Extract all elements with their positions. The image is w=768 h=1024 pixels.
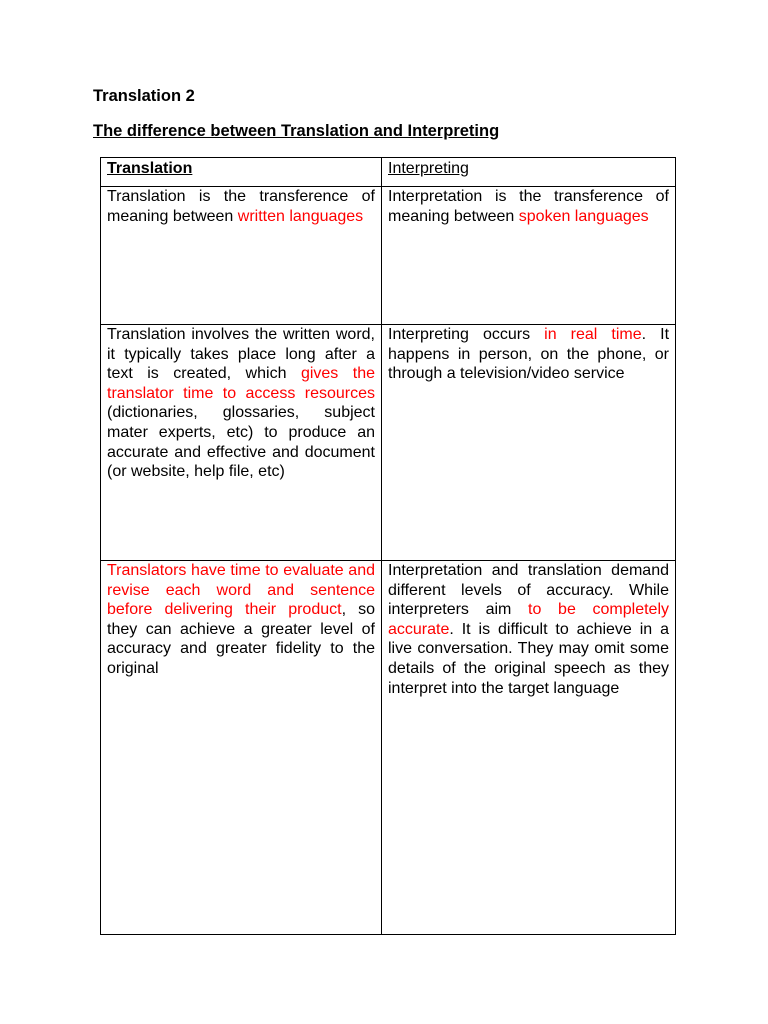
document-title: Translation 2 bbox=[93, 87, 195, 105]
cell-text-highlight: written languages bbox=[237, 207, 364, 225]
cell-text-segment: Interpretation is the transference of meaning between bbox=[388, 188, 669, 225]
cell-text-highlight: spoken languages bbox=[518, 207, 649, 225]
cell-text-segment: , so they can achieve a greater level of accuracy and greater fidelity to the original bbox=[107, 601, 375, 677]
cell-text-highlight: in real time bbox=[544, 326, 642, 343]
translation-cell bbox=[101, 325, 382, 561]
table-row bbox=[101, 561, 676, 935]
interpreting-cell bbox=[382, 187, 676, 325]
translation-cell bbox=[101, 561, 382, 935]
cell-text-segment: (dictionaries, glossaries, subject mater experts, etc) to produce an accurate and effective and document (or website, help file, etc) bbox=[107, 404, 375, 481]
document-subtitle: The difference between Translation and Interpreting bbox=[93, 122, 500, 140]
cell-text-segment: . It is difficult to achieve in a live conversation. They may omit some details of the original speech as they interpret into the target language bbox=[388, 620, 669, 697]
header-interpreting-label: Interpreting bbox=[388, 160, 469, 177]
cell-text-highlight: gives the translator time to access resources bbox=[107, 365, 375, 402]
interpreting-cell bbox=[382, 325, 676, 561]
table-row bbox=[101, 187, 676, 325]
translation-cell bbox=[101, 187, 382, 325]
table-row bbox=[101, 325, 676, 561]
cell-text-segment: . It happens in person, on the phone, or through a television/video service bbox=[388, 326, 670, 383]
cell-text-highlight: Translators have time to evaluate and revise each word and sentence before delivering their product bbox=[107, 562, 375, 619]
cell-text-segment: Translation is the transference of meaning between bbox=[107, 188, 375, 225]
cell-text-segment: Interpretation and translation demand different levels of accuracy. While interpreters aim bbox=[388, 562, 669, 619]
cell-text-highlight: to be completely accurate bbox=[388, 601, 669, 638]
header-interpreting bbox=[382, 158, 676, 187]
comparison-table bbox=[100, 157, 676, 935]
header-translation-label: Translation bbox=[107, 160, 193, 177]
interpreting-cell bbox=[382, 561, 676, 935]
header-translation bbox=[101, 158, 382, 187]
cell-text-segment: Interpreting occurs bbox=[388, 326, 545, 343]
table-header-row bbox=[101, 158, 676, 187]
cell-text-segment: Translation involves the written word, it typically takes place long after a text is created, which bbox=[107, 326, 375, 383]
